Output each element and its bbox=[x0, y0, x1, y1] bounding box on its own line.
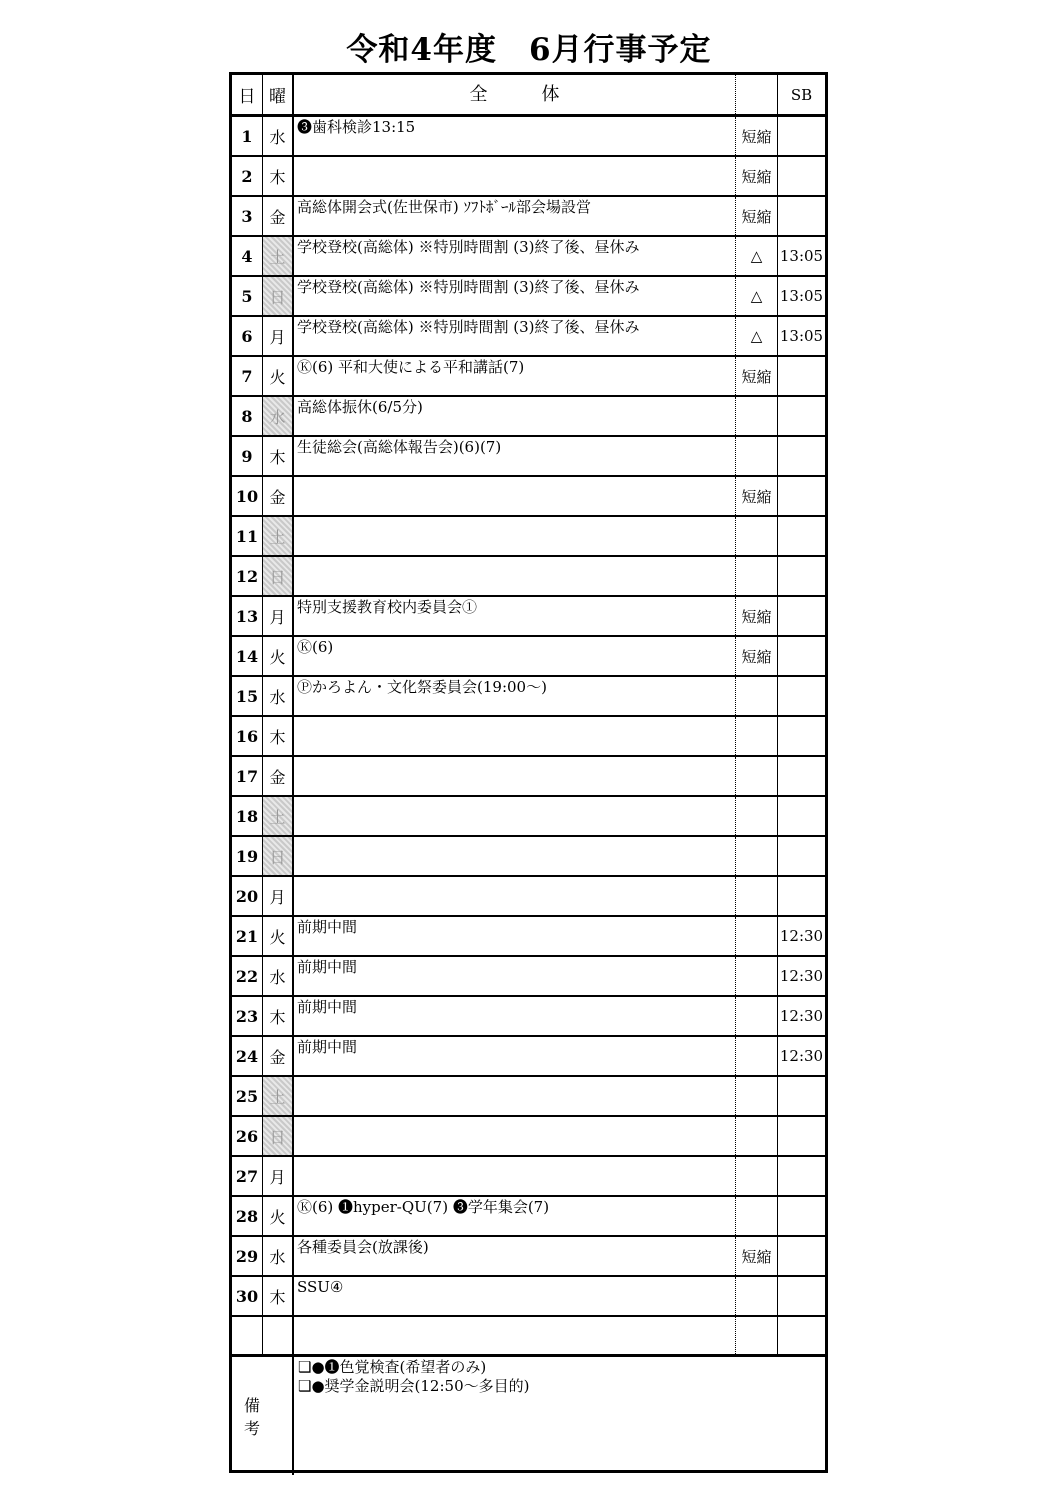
schedule-mark bbox=[736, 837, 778, 875]
schedule-mark bbox=[736, 877, 778, 915]
schedule-mark: 短縮 bbox=[736, 1237, 778, 1275]
weekday: 金 bbox=[263, 1037, 294, 1075]
event-text: 高総体開会式(佐世保市) ｿﾌﾄﾎﾞｰﾙ部会場設営 bbox=[294, 197, 736, 235]
sb-time bbox=[778, 1197, 825, 1235]
event-text: SSU④ bbox=[294, 1277, 736, 1315]
event-text: 各種委員会(放課後) bbox=[294, 1237, 736, 1275]
event-text bbox=[294, 757, 736, 795]
blank-events bbox=[294, 1317, 736, 1354]
remarks-section bbox=[232, 1357, 825, 1475]
table-row bbox=[232, 437, 825, 477]
day-number: 18 bbox=[232, 797, 263, 835]
remark-note: ❑●➊色覚検査(希望者のみ) bbox=[298, 1358, 487, 1376]
weekday: 金 bbox=[263, 477, 294, 515]
event-text bbox=[294, 1157, 736, 1195]
day-number: 23 bbox=[232, 997, 263, 1035]
page-title: 令和4年度 6月行事予定 bbox=[346, 32, 712, 68]
day-number: 1 bbox=[232, 117, 263, 155]
day-number: 12 bbox=[232, 557, 263, 595]
weekday: 月 bbox=[263, 1157, 294, 1195]
header-day: 日 bbox=[232, 75, 263, 114]
header-events: 全 体 bbox=[294, 75, 736, 114]
schedule-mark: △ bbox=[736, 237, 778, 275]
schedule-mark bbox=[736, 1277, 778, 1315]
table-row bbox=[232, 317, 825, 357]
day-number: 22 bbox=[232, 957, 263, 995]
table-row bbox=[232, 397, 825, 437]
table-row bbox=[232, 1157, 825, 1197]
table-row bbox=[232, 997, 825, 1037]
event-text bbox=[294, 837, 736, 875]
table-row bbox=[232, 1237, 825, 1277]
blank-sb bbox=[778, 1317, 825, 1354]
table-row bbox=[232, 677, 825, 717]
event-text: 学校登校(高総体) ※特別時間割 (3)終了後、昼休み bbox=[294, 237, 736, 275]
weekday: 水 bbox=[263, 117, 294, 155]
event-text: Ⓚ(6) bbox=[294, 637, 736, 675]
schedule-mark: 短縮 bbox=[736, 637, 778, 675]
sb-time bbox=[778, 477, 825, 515]
day-number: 2 bbox=[232, 157, 263, 195]
sb-time bbox=[778, 597, 825, 635]
weekday: 土 bbox=[263, 517, 294, 555]
sb-time: 13:05 bbox=[779, 327, 824, 345]
sb-time bbox=[778, 1277, 825, 1315]
day-number: 13 bbox=[232, 597, 263, 635]
table-row bbox=[232, 357, 825, 397]
table-row bbox=[232, 637, 825, 677]
event-text: 前期中間 bbox=[294, 957, 736, 995]
schedule-mark: 短縮 bbox=[736, 357, 778, 395]
table-row bbox=[232, 797, 825, 837]
day-number: 8 bbox=[232, 397, 263, 435]
schedule-mark bbox=[736, 997, 778, 1035]
day-number: 10 bbox=[232, 477, 263, 515]
schedule-mark: △ bbox=[736, 317, 778, 355]
event-text: Ⓚ(6) ➊hyper-QU(7) ❸学年集会(7) bbox=[294, 1197, 736, 1235]
table-row bbox=[232, 1117, 825, 1157]
table-row bbox=[232, 957, 825, 997]
day-rows bbox=[232, 117, 825, 1317]
table-header bbox=[232, 75, 825, 117]
event-text: 前期中間 bbox=[294, 917, 736, 955]
weekday: 月 bbox=[263, 877, 294, 915]
schedule-mark bbox=[736, 757, 778, 795]
table-row bbox=[232, 597, 825, 637]
day-number: 9 bbox=[232, 437, 263, 475]
sb-time: 12:30 bbox=[779, 1047, 824, 1065]
schedule-mark bbox=[736, 677, 778, 715]
weekday: 火 bbox=[263, 1197, 294, 1235]
day-number: 24 bbox=[232, 1037, 263, 1075]
sb-time bbox=[778, 557, 825, 595]
day-number: 11 bbox=[232, 517, 263, 555]
weekday: 火 bbox=[263, 917, 294, 955]
schedule-mark bbox=[736, 517, 778, 555]
sb-time bbox=[778, 677, 825, 715]
event-text bbox=[294, 1117, 736, 1155]
event-text: ❸歯科検診13:15 bbox=[294, 117, 736, 155]
sb-time bbox=[778, 517, 825, 555]
day-number: 7 bbox=[232, 357, 263, 395]
table-row bbox=[232, 1197, 825, 1237]
weekday: 金 bbox=[263, 197, 294, 235]
day-number: 26 bbox=[232, 1117, 263, 1155]
weekday: 火 bbox=[263, 637, 294, 675]
schedule-mark: 短縮 bbox=[736, 597, 778, 635]
schedule-mark bbox=[736, 557, 778, 595]
table-row bbox=[232, 717, 825, 757]
header-mark bbox=[736, 75, 778, 114]
header-sb: SB bbox=[790, 85, 813, 104]
sb-time bbox=[778, 877, 825, 915]
event-text bbox=[294, 717, 736, 755]
sb-time bbox=[778, 757, 825, 795]
sb-time bbox=[778, 197, 825, 235]
table-row bbox=[232, 557, 825, 597]
schedule-table bbox=[229, 72, 828, 1473]
day-number: 4 bbox=[232, 237, 263, 275]
day-number: 29 bbox=[232, 1237, 263, 1275]
schedule-mark bbox=[736, 957, 778, 995]
weekday: 日 bbox=[263, 1117, 294, 1155]
day-number: 20 bbox=[232, 877, 263, 915]
sb-time bbox=[778, 357, 825, 395]
event-text: Ⓚ(6) 平和大使による平和講話(7) bbox=[294, 357, 736, 395]
schedule-mark bbox=[736, 1157, 778, 1195]
schedule-mark bbox=[736, 797, 778, 835]
blank-weekday bbox=[263, 1317, 294, 1354]
sb-time bbox=[778, 1077, 825, 1115]
weekday: 水 bbox=[263, 397, 294, 435]
sb-time bbox=[778, 797, 825, 835]
table-row bbox=[232, 517, 825, 557]
table-row bbox=[232, 197, 825, 237]
event-text: Ⓟかろよん・文化祭委員会(19:00～) bbox=[294, 677, 736, 715]
weekday: 水 bbox=[263, 957, 294, 995]
day-number: 16 bbox=[232, 717, 263, 755]
event-text bbox=[294, 1077, 736, 1115]
sb-time bbox=[778, 157, 825, 195]
weekday: 金 bbox=[263, 757, 294, 795]
table-row bbox=[232, 757, 825, 797]
table-row bbox=[232, 837, 825, 877]
weekday: 月 bbox=[263, 597, 294, 635]
remark-note: ❑●奨学金説明会(12:50～多目的) bbox=[298, 1377, 530, 1395]
weekday: 木 bbox=[263, 157, 294, 195]
table-row bbox=[232, 1277, 825, 1317]
schedule-mark bbox=[736, 1037, 778, 1075]
sb-time: 12:30 bbox=[779, 967, 824, 985]
sb-time bbox=[778, 637, 825, 675]
schedule-mark: 短縮 bbox=[736, 117, 778, 155]
schedule-mark bbox=[736, 717, 778, 755]
day-number: 19 bbox=[232, 837, 263, 875]
table-row bbox=[232, 1077, 825, 1117]
event-text: 学校登校(高総体) ※特別時間割 (3)終了後、昼休み bbox=[294, 317, 736, 355]
schedule-mark bbox=[736, 917, 778, 955]
blank-row bbox=[232, 1317, 825, 1357]
sb-time: 13:05 bbox=[779, 287, 824, 305]
event-text: 高総体振休(6/5分) bbox=[294, 397, 736, 435]
day-number: 28 bbox=[232, 1197, 263, 1235]
schedule-mark: △ bbox=[736, 277, 778, 315]
schedule-mark bbox=[736, 397, 778, 435]
weekday: 日 bbox=[263, 277, 294, 315]
schedule-mark: 短縮 bbox=[736, 197, 778, 235]
day-number: 17 bbox=[232, 757, 263, 795]
table-row bbox=[232, 917, 825, 957]
remarks-notes bbox=[294, 1357, 825, 1475]
weekday: 水 bbox=[263, 677, 294, 715]
event-text: 学校登校(高総体) ※特別時間割 (3)終了後、昼休み bbox=[294, 277, 736, 315]
sb-time bbox=[778, 1157, 825, 1195]
weekday: 月 bbox=[263, 317, 294, 355]
table-row bbox=[232, 237, 825, 277]
day-number: 27 bbox=[232, 1157, 263, 1195]
event-text: 前期中間 bbox=[294, 997, 736, 1035]
table-row bbox=[232, 117, 825, 157]
table-row bbox=[232, 477, 825, 517]
weekday: 土 bbox=[263, 1077, 294, 1115]
header-weekday: 曜 bbox=[263, 75, 294, 114]
table-row bbox=[232, 157, 825, 197]
weekday: 木 bbox=[263, 1277, 294, 1315]
weekday: 土 bbox=[263, 797, 294, 835]
event-text: 生徒総会(高総体報告会)(6)(7) bbox=[294, 437, 736, 475]
weekday: 水 bbox=[263, 1237, 294, 1275]
sb-time bbox=[778, 1237, 825, 1275]
table-row bbox=[232, 1037, 825, 1077]
event-text bbox=[294, 477, 736, 515]
schedule-mark bbox=[736, 1117, 778, 1155]
schedule-mark: 短縮 bbox=[736, 477, 778, 515]
day-number: 30 bbox=[232, 1277, 263, 1315]
weekday: 土 bbox=[263, 237, 294, 275]
weekday: 木 bbox=[263, 437, 294, 475]
schedule-mark bbox=[736, 437, 778, 475]
day-number: 5 bbox=[232, 277, 263, 315]
event-text: 前期中間 bbox=[294, 1037, 736, 1075]
blank-day bbox=[232, 1317, 263, 1354]
remarks-label: 備考 bbox=[232, 1357, 294, 1475]
event-text bbox=[294, 797, 736, 835]
sb-time bbox=[778, 1117, 825, 1155]
day-number: 3 bbox=[232, 197, 263, 235]
day-number: 6 bbox=[232, 317, 263, 355]
event-text bbox=[294, 517, 736, 555]
table-row bbox=[232, 877, 825, 917]
sb-time bbox=[778, 837, 825, 875]
schedule-mark bbox=[736, 1197, 778, 1235]
day-number: 25 bbox=[232, 1077, 263, 1115]
weekday: 日 bbox=[263, 557, 294, 595]
weekday: 火 bbox=[263, 357, 294, 395]
schedule-mark: 短縮 bbox=[736, 157, 778, 195]
day-number: 21 bbox=[232, 917, 263, 955]
event-text bbox=[294, 877, 736, 915]
blank-mark bbox=[736, 1317, 778, 1354]
event-text bbox=[294, 557, 736, 595]
weekday: 日 bbox=[263, 837, 294, 875]
sb-time: 13:05 bbox=[779, 247, 824, 265]
schedule-mark bbox=[736, 1077, 778, 1115]
day-number: 14 bbox=[232, 637, 263, 675]
day-number: 15 bbox=[232, 677, 263, 715]
sb-time bbox=[778, 717, 825, 755]
sb-time: 12:30 bbox=[779, 927, 824, 945]
event-text bbox=[294, 157, 736, 195]
sb-time bbox=[778, 397, 825, 435]
weekday: 木 bbox=[263, 717, 294, 755]
weekday: 木 bbox=[263, 997, 294, 1035]
sb-time: 12:30 bbox=[779, 1007, 824, 1025]
table-row bbox=[232, 277, 825, 317]
sb-time bbox=[778, 117, 825, 155]
event-text: 特別支援教育校内委員会① bbox=[294, 597, 736, 635]
sb-time bbox=[778, 437, 825, 475]
